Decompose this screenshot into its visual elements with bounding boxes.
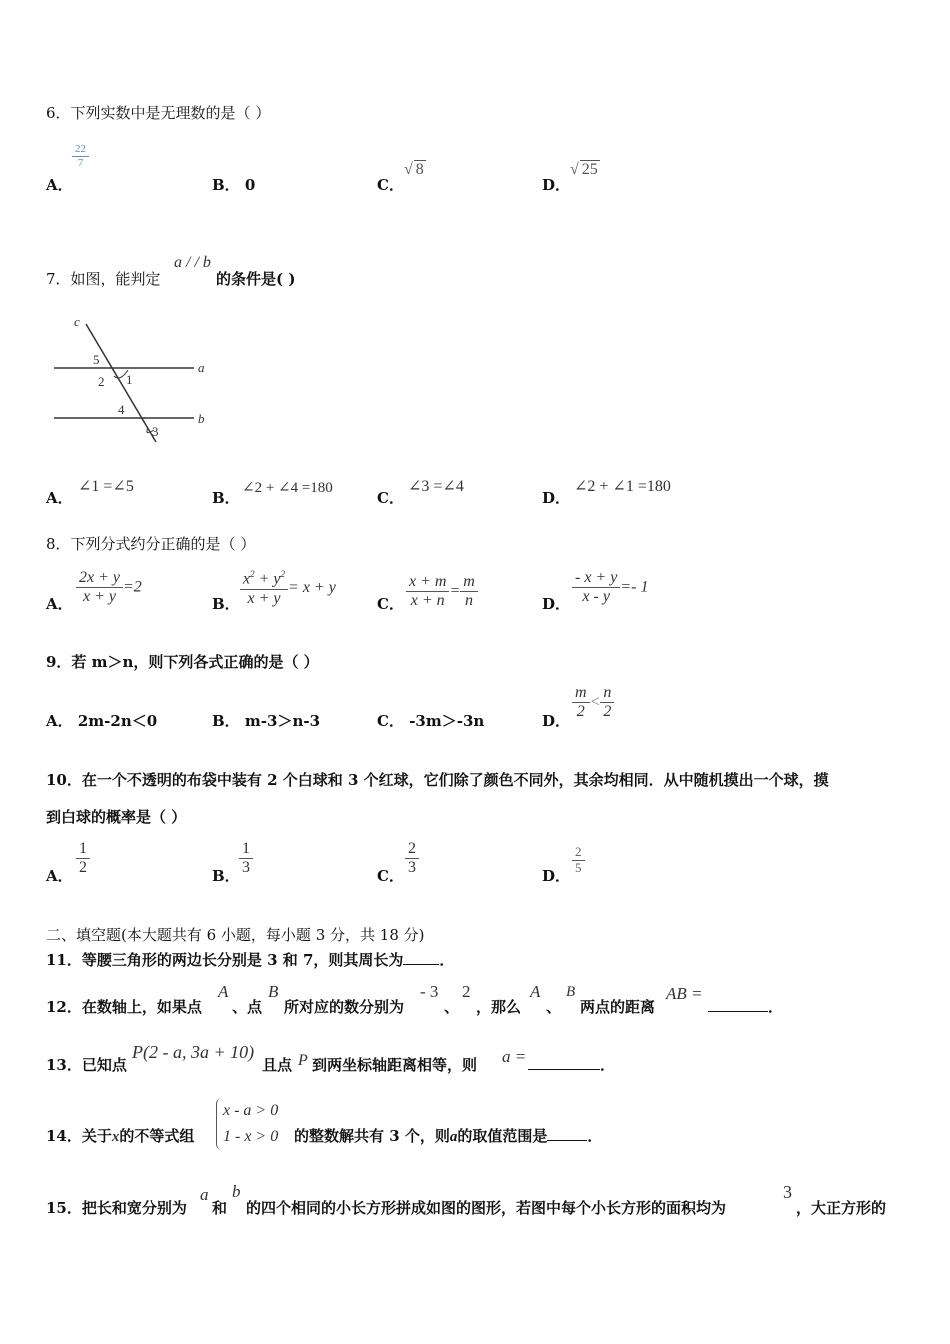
label-b: b: [198, 411, 205, 426]
q12-point-a: A: [218, 982, 229, 1001]
q7-option-a-label: A．: [46, 489, 73, 507]
label-5: 5: [93, 352, 100, 367]
label-1: 1: [126, 372, 133, 387]
q15-text2: 的四个相同的小长方形拼成如图的图形，若图中每个小长方形的面积均为: [246, 1199, 727, 1217]
q9-option-c: C． -3m＞-3n: [377, 712, 485, 730]
q11-stem: 11．等腰三角形的两边长分别是 3 和 7，则其周长为 ．: [46, 951, 455, 969]
q6-option-d-label: D．: [542, 176, 571, 194]
q11-answer-blank[interactable]: [403, 964, 439, 965]
q12-value-2: 2: [462, 982, 471, 1001]
q13-a-eq: a =: [502, 1047, 527, 1066]
q7-condition: a / / b: [174, 254, 211, 271]
q10-option-a-label: A．: [46, 867, 73, 885]
q12-point-a2: A: [530, 982, 541, 1001]
label-2: 2: [98, 374, 105, 389]
q15-text3: ，大正方形的: [796, 1199, 887, 1217]
q12-text4: 两点的距离: [580, 998, 656, 1016]
q12-answer-blank[interactable]: [708, 1011, 768, 1012]
q15-area-value: 3: [783, 1182, 792, 1202]
q8-option-c-label: C．: [377, 595, 404, 613]
q13-text3: 到两坐标轴距离相等，则: [312, 1056, 478, 1074]
q10-option-c-fraction: $\frac{2}{3}$: [405, 840, 419, 878]
q10-option-a-fraction: $\frac{1}{2}$: [76, 840, 90, 878]
q13-stem: 13．已知点: [46, 1056, 127, 1074]
q7-stem-suffix: 的条件是( ): [216, 270, 296, 288]
q15-stem: 15．把长和宽分别为: [46, 1199, 187, 1217]
q8-option-d-label: D．: [542, 595, 571, 613]
q8-option-b-expr: $\frac{x^2 + y^2}{x + y}$ = x + y: [240, 569, 336, 608]
q12-text3: ，那么: [476, 998, 522, 1016]
q15-var-a: a: [200, 1185, 209, 1204]
q6-option-d-sqrt: √ 25: [570, 161, 598, 178]
q8-stem: 8．下列分式约分正确的是（ ）: [46, 535, 256, 553]
q8-option-a-expr: $\frac{2x + y}{x + y}$ =2: [76, 569, 142, 607]
q7-option-a-expr: ∠1 =∠5: [78, 478, 134, 495]
q8-option-b-label: B．: [212, 595, 240, 613]
q12-stem: 12．在数轴上，如果点: [46, 998, 202, 1016]
q12-text2: 所对应的数分别为: [284, 998, 405, 1016]
line-c: [86, 324, 156, 442]
q12-sep1: 、点: [232, 998, 263, 1016]
q10-option-b-fraction: $\frac{1}{3}$: [239, 840, 253, 878]
q10-option-c-label: C．: [377, 867, 404, 885]
q8-option-d-expr: $\frac{- x + y}{x - y}$ =- 1: [572, 569, 648, 607]
q10-stem-line1: 10．在一个不透明的布袋中装有 2 个白球和 3 个红球，它们除了颜色不同外，其余均相同．从中随机摸出一个球，摸: [46, 771, 829, 789]
q12-value-1: - 3: [420, 982, 439, 1001]
q9-option-a: A． 2m-2n＜0: [46, 712, 158, 730]
q6-option-a-label: A．: [46, 176, 73, 194]
q13-point-p2: P: [298, 1052, 308, 1069]
q13-text2: 且点: [262, 1056, 293, 1074]
q15-and: 和: [212, 1199, 228, 1217]
q12-point-b: B: [268, 982, 279, 1001]
label-a: a: [198, 360, 205, 375]
q9-option-d-label: D．: [542, 712, 571, 730]
q12-sep2: 、: [444, 998, 460, 1016]
q7-option-d-expr: ∠2 + ∠1 =180: [574, 478, 671, 495]
q6-option-a-fraction: $\frac{22}{7}$: [72, 143, 89, 169]
label-3: 3: [152, 424, 159, 439]
q7-option-d-label: D．: [542, 489, 571, 507]
q9-stem: 9．若 m＞n，则下列各式正确的是（ ）: [46, 653, 319, 671]
q12-answer: ．: [708, 996, 783, 1017]
q9-option-b: B． m-3＞n-3: [212, 712, 321, 730]
q10-option-d-fraction: $\frac{2}{5}$: [572, 845, 585, 876]
q14-inequality-system: x - a > 0 1 - x > 0: [216, 1098, 278, 1150]
q12-sep3: 、: [546, 998, 562, 1016]
q14-answer-blank[interactable]: [547, 1140, 587, 1141]
q7-stem: 7．如图，能判定: [46, 270, 161, 288]
q8-option-a-label: A．: [46, 595, 73, 613]
q12-point-b2: B: [566, 984, 576, 1000]
q6-option-c-label: C．: [377, 176, 404, 194]
q7-option-c-expr: ∠3 =∠4: [408, 478, 464, 495]
q12-ab-eq: AB =: [666, 984, 703, 1003]
q9-option-d-expr: $\frac{m}{2}$ < $\frac{n}{2}$: [572, 684, 614, 722]
q14-stem: 14．关于x的不等式组: [46, 1127, 195, 1145]
q7-option-b-expr: ∠2 + ∠4 =180: [242, 480, 333, 496]
q14-text3: 的整数解共有 3 个，则a的取值范围是 ．: [294, 1127, 603, 1145]
q13-point-p: P(2 - a, 3a + 10): [132, 1042, 255, 1062]
q15-var-b: b: [232, 1182, 241, 1201]
q10-stem-line2: 到白球的概率是（ ）: [46, 808, 187, 826]
q13-answer: ．: [528, 1054, 615, 1075]
q7-option-b-label: B．: [212, 489, 240, 507]
q10-option-b-label: B．: [212, 867, 240, 885]
q6-option-b: B． 0: [212, 176, 256, 194]
section-2-title: 二、填空题(本大题共有 6 小题，每小题 3 分，共 18 分): [46, 926, 425, 944]
q13-answer-blank[interactable]: [528, 1069, 600, 1070]
q7-figure-parallel-lines: [48, 312, 218, 448]
label-c: c: [74, 314, 80, 329]
q10-option-d-label: D．: [542, 867, 571, 885]
q8-option-c-expr: $\frac{x + m}{x + n}$ = $\frac{m}{n}$: [406, 573, 478, 611]
label-4: 4: [118, 402, 125, 417]
q6-stem: 6．下列实数中是无理数的是（ ）: [46, 104, 271, 122]
q6-option-c-sqrt: √ 8: [404, 161, 424, 178]
q7-option-c-label: C．: [377, 489, 404, 507]
